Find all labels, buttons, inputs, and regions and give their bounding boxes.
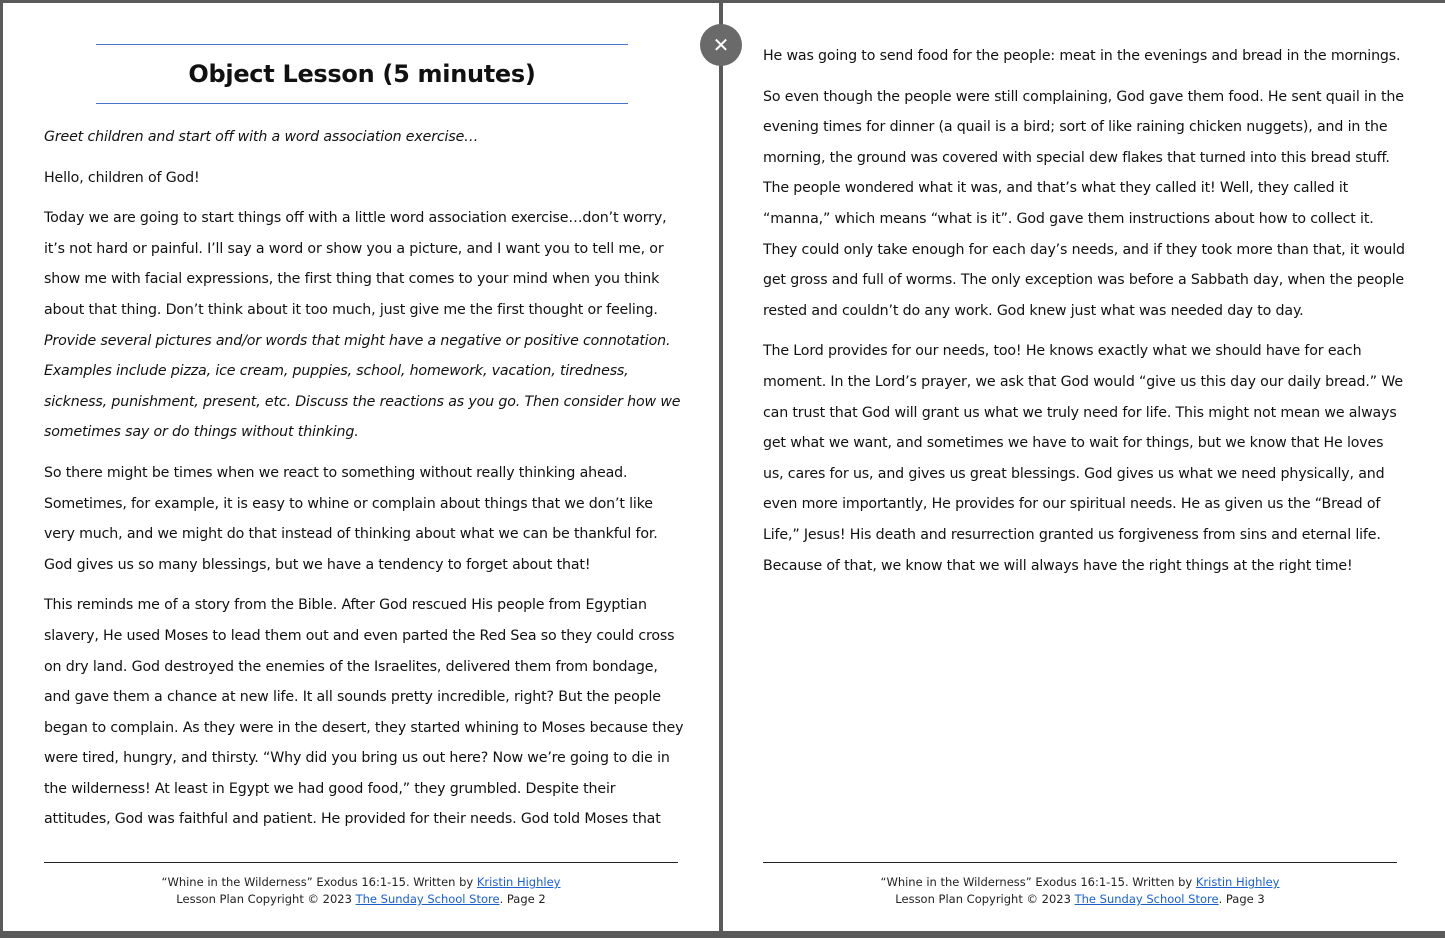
page-footer-left [44, 862, 678, 908]
intro-instruction-text: Provide several pictures and/or words that might have a negative or positive connotation. Examples include pizza, ice cream, puppies, school, homework, vacation, tiredness, sickness, punishment, present, etc. Discuss the reactions as you go. Then consider how we sometimes say or do things without thinking. [44, 332, 681, 441]
store-link[interactable]: The Sunday School Store [1074, 892, 1219, 906]
intro-paragraph [44, 203, 684, 448]
footer-credit-text: “Whine in the Wilderness” Exodus 16:1-15. Written by [161, 875, 477, 889]
page-footer-right [763, 862, 1397, 908]
manna-paragraph: So even though the people were still complaining, God gave them food. He sent quail in the evening times for dinner (a quail is a bird; sort of like raining chicken nuggets), and in the morning, the ground was covered with special dew flakes that turned into this bread stuff. The people wondered what it was, and that’s what they called it! Well, they called it “manna,” which means “what is it”. God gave them instructions about how to collect it. They could only take enough for each day’s needs, and if they took more than that, it would get gross and full of worms. The only exception was before a Sabbath day, when the people rested and couldn’t do any work. God knew just what was needed day to day. [763, 88, 1405, 319]
instruction-paragraph: Greet children and start off with a word association exercise… [44, 129, 479, 145]
footer-line-2 [763, 891, 1397, 908]
footer-copyright-text: Lesson Plan Copyright © 2023 [176, 892, 356, 906]
story-paragraph: This reminds me of a story from the Bible. After God rescued His people from Egyptian slavery, He used Moses to lead them out and even parted the Red Sea so they could cross on dry land. God destroyed the enemies of the Israelites, delivered them from bondage, and gave them a chance at new life. It all sounds pretty incredible, right? But the people began to complain. As they were in the desert, they started whining to Moses because they were tired, hungry, and thirsty. “Why did you bring us out here? Now we’re going to die in the wilderness! At least in Egypt we had good food,” they grumbled. Despite their attitudes, God was faithful and patient. He provided for their needs. God told Moses that [44, 597, 684, 828]
close-button[interactable] [700, 24, 742, 66]
author-link[interactable]: Kristin Highley [1195, 875, 1280, 889]
provision-paragraph: The Lord provides for our needs, too! He knows exactly what we should have for each moment. In the Lord’s prayer, we ask that God would “give us this day our daily bread.” We can trust that God will grant us what we truly need for life. This might not mean we always get what we want, and sometimes we have to wait for things, but we know that He loves us, cares for us, and gives us great blessings. God gives us what we need physically, and even more importantly, He provides for our spiritual needs. He as given us the “Bread of Life,” Jesus! His death and resurrection granted us forgiveness from sins and eternal life. Because of that, we know that we will always have the right things at the right time! [763, 343, 1403, 574]
author-link[interactable]: Kristin Highley [476, 875, 561, 889]
page-number: . Page 2 [499, 892, 546, 906]
section-title-box [96, 44, 628, 104]
footer-credit-text: “Whine in the Wilderness” Exodus 16:1-15. Written by [880, 875, 1196, 889]
page-number: . Page 3 [1218, 892, 1265, 906]
store-link[interactable]: The Sunday School Store [355, 892, 500, 906]
footer-line-1 [763, 874, 1397, 891]
close-icon: ✕ [712, 33, 730, 57]
right-page-body [763, 41, 1405, 591]
section-title: Object Lesson (5 minutes) [188, 60, 536, 88]
reaction-paragraph: So there might be times when we react to something without really thinking ahead. Sometimes, for example, it is easy to whine or complain about things that we don’t like very much, and we might do that instead of thinking about what we can be thankful for. God gives us so many blessings, but we have a tendency to forget about that! [44, 464, 658, 573]
left-page-body [44, 122, 684, 845]
continuation-paragraph: He was going to send food for the people: meat in the evenings and bread in the mornings. [763, 48, 1401, 64]
footer-line-2 [44, 891, 678, 908]
document-page-left [3, 3, 719, 931]
intro-text: Today we are going to start things off with a little word association exercise…don’t worry, it’s not hard or painful. I’ll say a word or show you a picture, and I want you to tell me, or show me with facial expressions, the first thing that comes to your mind when you think about that thing. Don’t think about it too much, just give me the first thought or feeling. [44, 210, 667, 318]
footer-copyright-text: Lesson Plan Copyright © 2023 [895, 892, 1075, 906]
document-page-right [723, 3, 1445, 931]
footer-line-1 [44, 874, 678, 891]
greeting-paragraph: Hello, children of God! [44, 169, 200, 186]
